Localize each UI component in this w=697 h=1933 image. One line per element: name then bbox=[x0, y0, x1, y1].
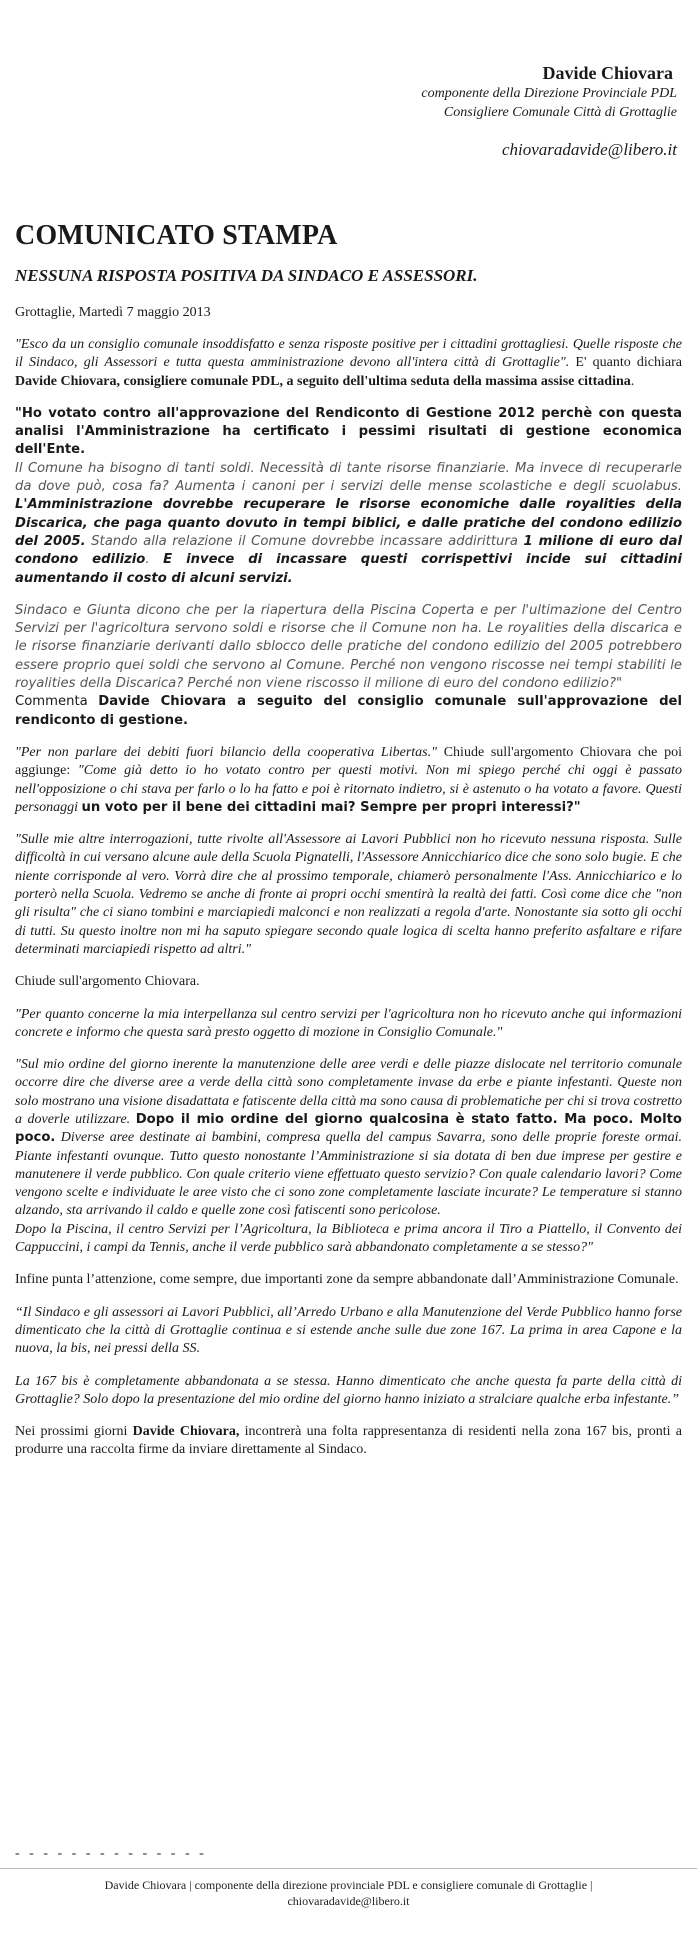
rendiconto-quote: "Ho votato contro all'approvazione del Rendiconto di Gestione 2012 perchè con questa analisi l'Amministrazione ha certificato i pessimi risultati di gestione economica dell'Ente. bbox=[15, 405, 682, 458]
document-subtitle: NESSUNA RISPOSTA POSITIVA DA SINDACO E ASSESSORI. bbox=[15, 266, 478, 285]
rendiconto-bold-3: E invece di incassare questi corrispettivi incide sui cittadini aumentando il costo di alcuni servizi. bbox=[15, 552, 682, 586]
author-role-council: Consigliere Comunale Città di Grottaglie bbox=[443, 105, 677, 120]
footer-line-2: chiovaradavide@libero.it bbox=[287, 1894, 410, 1908]
libertas-quote-2: "Come già detto io ho votato contro per questi motivi. Non mi spiego perché chi oggi è passato nell'opposizione o chi stava per farlo o lo ha fatto e poi è ritornato indietro, si è astenuto o ha votato a favore. Questi personaggi bbox=[15, 763, 682, 815]
libertas-quote-1: "Per non parlare dei debiti fuori bilancio della cooperativa Libertas." bbox=[15, 744, 437, 760]
odg-bold: Dopo il mio ordine del giorno qualcosina è stato fatto. Ma poco. Molto poco. bbox=[15, 1111, 682, 1146]
opening-end: . bbox=[630, 373, 635, 389]
paragraph-zone-167: “Il Sindaco e gli assessori ai Lavori Pubblici, all’Arredo Urbano e alla Manutenzione del Verde Pubblico hanno forse dimenticato che la città di Grottaglie continua e si estende anche sulle due zone 167. La prima in area Capone e la nuova, la bis, nei pressi della SS. bbox=[15, 1304, 682, 1357]
paragraph-167-bis: La 167 bis è completamente abbandonata a se stessa. Hanno dimenticato che anche questa fa parte della città di Grottaglie? Solo dopo la presentazione del mio ordine del giorno hanno iniziato a stralciare qualche erba infestante.” bbox=[15, 1373, 682, 1407]
opening-attribution: Davide Chiovara, consigliere comunale PDL, a seguito dell'ultima seduta della massima assise cittadina bbox=[15, 373, 631, 389]
rendiconto-bold-1: L'Amministrazione dovrebbe recuperare le risorse economiche dalle royalities della Discarica, che paga quanto dovuto in tempi biblici, e dalle pratiche del condono edilizio del 2005. bbox=[15, 497, 682, 549]
author-name: Davide Chiovara bbox=[542, 63, 673, 83]
paragraph-opening bbox=[15, 336, 682, 391]
author-email: chiovaradavide@libero.it bbox=[501, 140, 677, 159]
paragraph-piscina bbox=[15, 602, 682, 730]
libertas-bold: un voto per il bene dei cittadini mai? Sempre per propri interessi?" bbox=[81, 799, 581, 815]
piscina-text: Sindaco e Giunta dicono che per la riapertura della Piscina Coperta e per l'ultimazione del Centro Servizi per l'agricoltura servono soldi e risorse che il Comune non ha. Le royalities della discarica e le risorse finanziarie derivanti dallo sblocco delle pratiche del condono edilizio del 2005 potrebbero essere proprio quei soldi che servono al Comune. Perché non vengono riscosse nei tempi stabiliti le royalities della Discarica? Perché non viene riscosso il milione di euro del condono edilizio?" bbox=[15, 602, 682, 692]
footer-divider: - - - - - - - - - - - - - - bbox=[15, 1846, 207, 1861]
odg-lead: "Sul mio ordine del giorno bbox=[15, 1057, 173, 1073]
paragraph-interrogazioni: "Sulle mie altre interrogazioni, tutte rivolte all'Assessore ai Lavori Pubblici non ho ricevuto nessuna risposta. Sulle difficoltà in cui versano alcune aule della Scuola Pignatelli, l'Assessore Annicchiarico dice che sono solo bugie. E che niente corrisponde al vero. Vorrà dire che al prossimo temporale, chiamerò personalmente l'Ass. Annicchiarico e lo porterò nella Scuola. Vedremo se anche di fronte ai propri occhi smentirà la realtà dei fatti. Così come dice che "non gli risulta" che ci siano tombini e marciapiedi malconci e non realizzati a regola d'arte. Nonostante sia sotto gli occhi di tutti. Su questo inoltre non mi ha saputo spiegare secondo quale logica di scelta hanno preferito asfaltare e rifare determinati marciapiedi rispetto ad altri." bbox=[15, 832, 682, 957]
libertas-mid: Chiude sull'argomento Chiovara che poi aggiunge: bbox=[15, 744, 682, 779]
footer-line-1: Davide Chiovara | componente della direzione provinciale PDL e consigliere comunale di Grottaglie | bbox=[104, 1878, 593, 1892]
rendiconto-text-1: Il Comune ha bisogno di tanti soldi. Necessità di tante risorse finanziarie. Ma invece di recuperarle da dove può, cosa fa? Aumenta i canoni per i servizi delle mense scolastiche e degli scuolabus. bbox=[15, 460, 682, 495]
opening-quote: "Esco da un consiglio comunale insoddisfatto e senza risposte positive per i cittadini grottagliesi. Quelle risposte che il Sindaco, gli Assessori e tutta questa amministrazione devono all'intera città di Grottaglie". bbox=[15, 337, 682, 371]
odg-text-3: Dopo la Piscina, il centro Servizi per l’Agricoltura, la Biblioteca e prima ancora il Tiro a Piattello, il Convento dei Cappuccini, i campi da Tennis, anche il verde pubblico sarà abbandonato completamente a se stesso?" bbox=[15, 1221, 682, 1256]
document-title: COMUNICATO STAMPA bbox=[15, 220, 338, 251]
odg-text-2: Diverse aree destinate ai bambini, compresa quella del campus Savarra, sono delle proprie foreste ormai. Piante infestanti ovunque. Tutto questo nonostante l’Amministrazione si sia dotata di ben due imprese per gestire e manutenere il verde pubblico. Con quale criterio viene effettuato questo servizio? Con quale calendario lavori? Come vengono scelte e individuate le aree visto che ci sono zone completamente lasciate incurate? Le temperature si stanno alzando, sta arrivando il caldo e quelle zone così fatiscenti sono pericolose. bbox=[15, 1130, 682, 1219]
closing-lead: Nei prossimi giorni bbox=[15, 1424, 133, 1440]
dateline: Grottaglie, Martedì 7 maggio 2013 bbox=[15, 305, 211, 320]
letterhead bbox=[117, 62, 677, 160]
rendiconto-bold-2: 1 milione di euro dal condono edilizio bbox=[15, 533, 682, 568]
paragraph-infine: Infine punta l’attenzione, come sempre, due importanti zone da sempre abbandonate dall’Amministrazione Comunale. bbox=[15, 1272, 679, 1288]
footer-rule bbox=[0, 1868, 697, 1869]
paragraph-closing bbox=[15, 1423, 682, 1460]
author-role-provincial: componente della Direzione Provinciale PDL bbox=[421, 86, 677, 101]
opening-intro: E' quanto dichiara bbox=[569, 355, 683, 371]
rendiconto-text-2: Stando alla relazione il Comune dovrebbe incassare addirittura bbox=[85, 533, 524, 549]
closing-text: incontrerà una folta rappresentanza di residenti nella zona 167 bis, pronti a produrre una raccolta firme da inviare direttamente al Sindaco. bbox=[15, 1424, 683, 1458]
paragraph-ordine-del-giorno bbox=[15, 1056, 682, 1257]
paragraph-interpellanza: "Per quanto concerne la mia interpellanza sul centro servizi per l'agricoltura non ho ricevuto anche qui informazioni concrete e informo che questa sarà presto oggetto di mozione in Consiglio Comunale." bbox=[15, 1006, 682, 1040]
paragraph-libertas bbox=[15, 744, 682, 817]
page-footer bbox=[30, 1877, 667, 1909]
piscina-commenta-bold: Davide Chiovara a seguito del consiglio comunale sull'approvazione del rendiconto di gestione. bbox=[15, 694, 683, 728]
closing-name: Davide Chiovara, bbox=[132, 1424, 240, 1440]
paragraph-chiude: Chiude sull'argomento Chiovara. bbox=[15, 974, 200, 990]
piscina-commenta: Commenta bbox=[15, 694, 99, 710]
document-body bbox=[15, 220, 682, 1460]
rendiconto-text-3: . bbox=[145, 552, 164, 568]
odg-text-1: inerente la manutenzione delle aree verdi e delle piazze dislocate nel territorio comunale occorre dire che diverse aree a verde della città sono completamente invase da erbe e piante infestanti. Queste non solo mostrano una visione disadattata e fatiscente della città ma sono causa di problematiche per chi si trova costretto a doverle utilizzare. bbox=[15, 1057, 682, 1127]
paragraph-rendiconto bbox=[15, 405, 682, 588]
